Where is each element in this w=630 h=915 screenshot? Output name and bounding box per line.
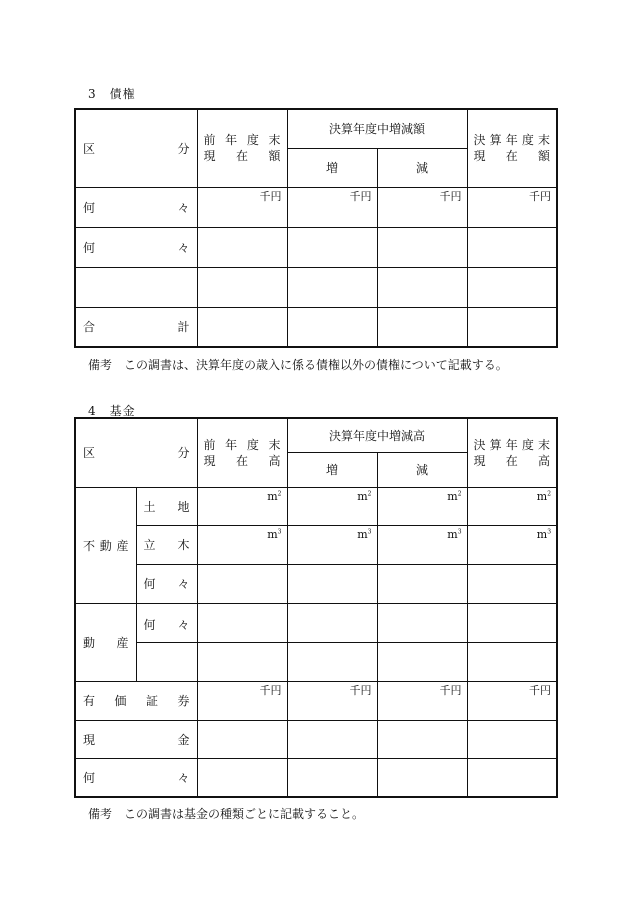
section4-note: 備考 この調書は基金の種類ごとに記載すること。 xyxy=(88,807,365,821)
header-kubun: 区 分 xyxy=(75,109,197,187)
unit-sqm: $m^2$ xyxy=(267,489,282,503)
header-prev-amount: 前 年 度 末 現 在 高 xyxy=(197,418,287,487)
header-change: 決算年度中増減額 xyxy=(287,109,467,148)
unit-label: 千円 xyxy=(529,683,552,697)
table-row: 何 々 千円 千円 千円 千円 xyxy=(75,187,557,227)
header-curr-amount: 決 算 年 度 末 現 在 額 xyxy=(467,109,557,187)
unit-cbm: $m^3$ xyxy=(357,527,372,541)
unit-label: 千円 xyxy=(349,189,372,203)
group-fudosan: 不 動 産 xyxy=(75,487,136,603)
unit-sqm: $m^2$ xyxy=(536,489,552,503)
table-row: 何 々 xyxy=(75,758,557,797)
group-dosan: 動 産 xyxy=(75,603,136,681)
section3-table xyxy=(74,108,558,348)
section4-table xyxy=(74,417,558,798)
unit-label: 千円 xyxy=(259,683,282,697)
table-row-total: 合 計 xyxy=(75,307,557,347)
table-row xyxy=(75,642,557,681)
section3-note: 備考 この調書は、決算年度の歳入に係る債権以外の債権について記載する。 xyxy=(88,358,508,372)
unit-cbm: $m^3$ xyxy=(536,527,552,541)
unit-label: 千円 xyxy=(349,683,372,697)
header-decrease: 減 xyxy=(377,148,467,187)
table-row: 有 価 証 券 千円 千円 千円 千円 xyxy=(75,681,557,720)
unit-label: 千円 xyxy=(439,189,462,203)
unit-cbm: $m^3$ xyxy=(267,527,282,541)
table-row: 何 々 xyxy=(75,564,557,603)
section3-title: 3 債権 xyxy=(88,87,136,101)
unit-label: 千円 xyxy=(259,189,282,203)
header-decrease: 減 xyxy=(377,452,467,487)
header-increase: 増 xyxy=(287,148,377,187)
table-row: 動 産 何 々 xyxy=(75,603,557,642)
table-row: 何 々 xyxy=(75,227,557,267)
section4-title: 4 基金 xyxy=(88,404,136,418)
unit-sqm: $m^2$ xyxy=(447,489,462,503)
unit-cbm: $m^3$ xyxy=(447,527,462,541)
unit-label: 千円 xyxy=(439,683,462,697)
header-kubun: 区 分 xyxy=(75,418,197,487)
table-row: 現 金 xyxy=(75,720,557,758)
table-row: 不 動 産 土 地 $m^2$ $m^2$ $m^2$ $m^2$ xyxy=(75,487,557,525)
unit-sqm: $m^2$ xyxy=(357,489,372,503)
unit-label: 千円 xyxy=(529,189,552,203)
header-curr-amount: 決 算 年 度 末 現 在 高 xyxy=(467,418,557,487)
header-prev-amount: 前 年 度 末 現 在 額 xyxy=(197,109,287,187)
table-row xyxy=(75,267,557,307)
header-change: 決算年度中増減高 xyxy=(287,418,467,452)
header-increase: 増 xyxy=(287,452,377,487)
table-row: 立 木 $m^3$ $m^3$ $m^3$ $m^3$ xyxy=(75,525,557,564)
